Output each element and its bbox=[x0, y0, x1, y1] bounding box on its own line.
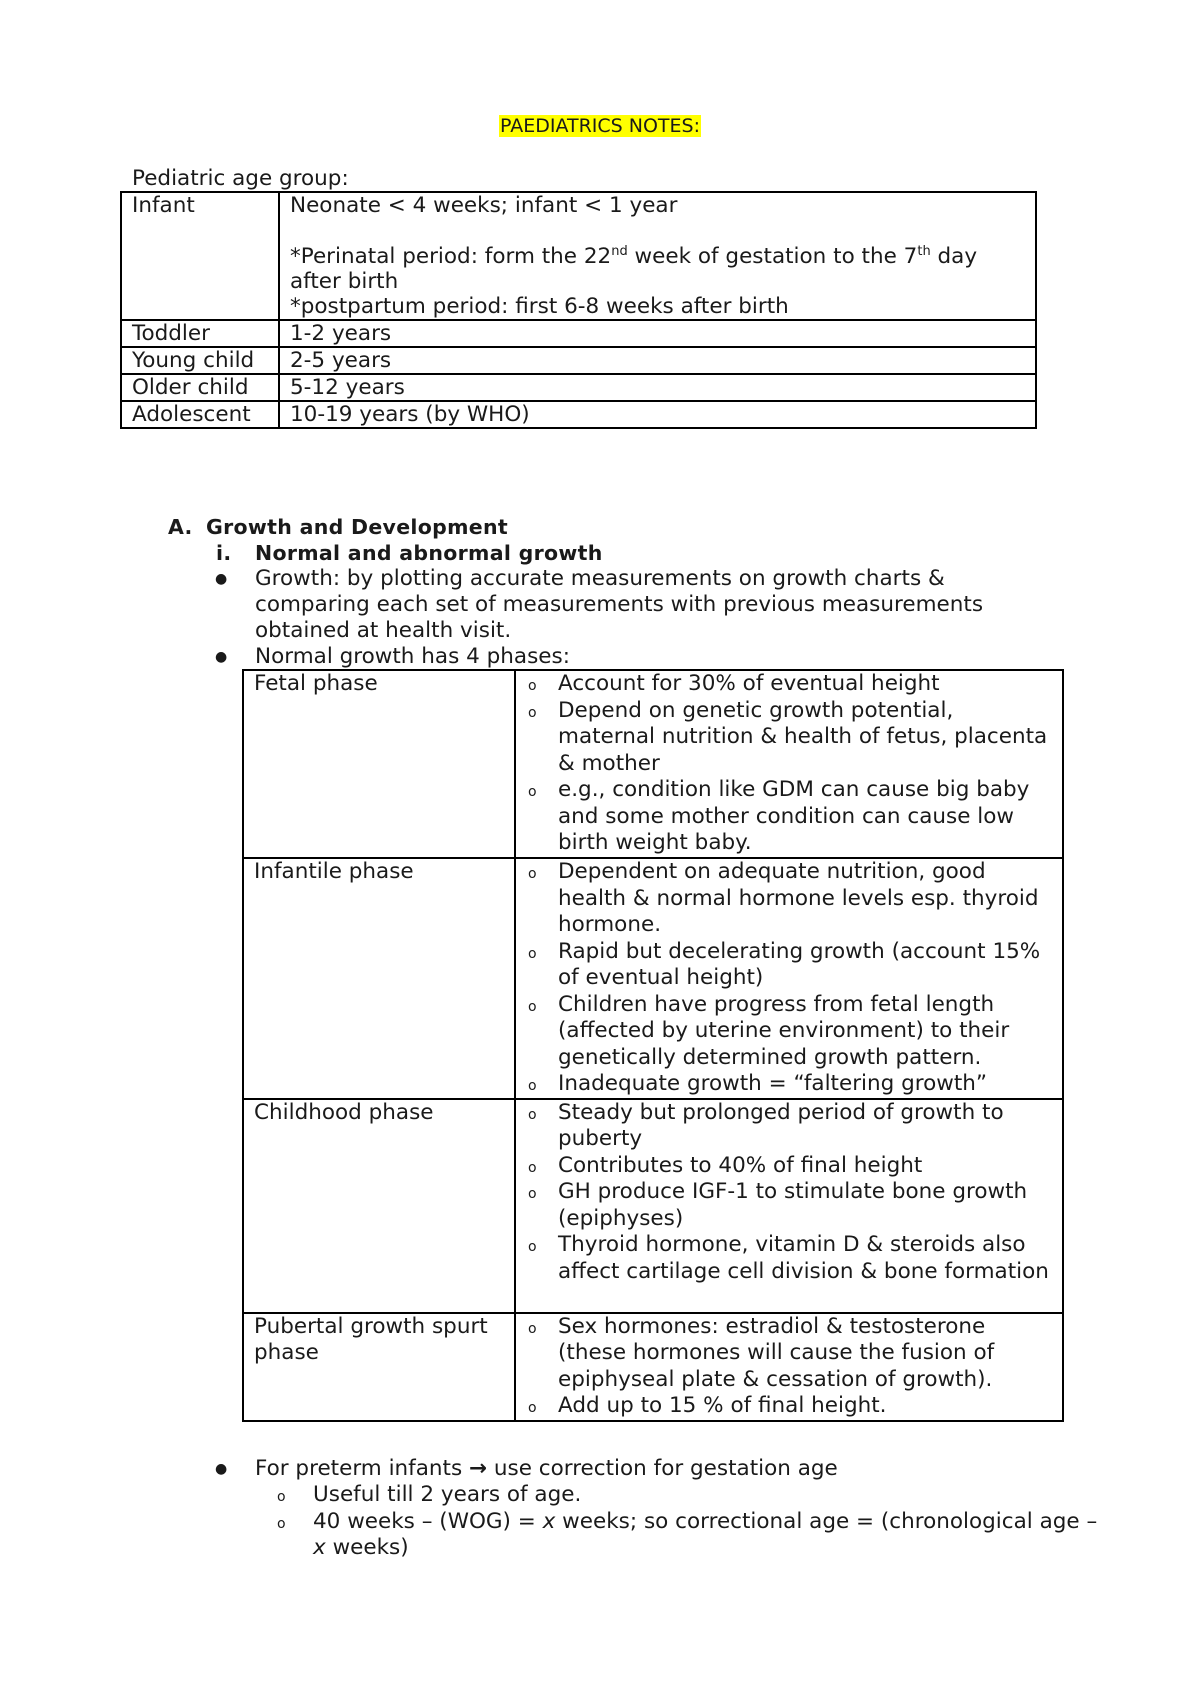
list-item: o Steady but prolonged period of growth to puberty bbox=[516, 1100, 1056, 1153]
list-item: o Account for 30% of eventual height bbox=[516, 671, 1056, 698]
phase-points-cell bbox=[515, 858, 1063, 1099]
age-group-label: Pediatric age group: bbox=[132, 166, 349, 191]
bullet-icon: ● bbox=[215, 649, 228, 665]
phase-points-cell bbox=[515, 1099, 1063, 1313]
age-group-table bbox=[120, 191, 1037, 429]
sub-item-text: 40 weeks – (WOG) = x weeks; so correctional age = (chronological age – x weeks) bbox=[313, 1509, 1098, 1560]
list-item: o Sex hormones: estradiol & testosterone (these hormones will cause the fusion of epiphyseal plate & cessation of growth). bbox=[516, 1314, 1056, 1394]
list-item: o Rapid but decelerating growth (account 15% of eventual height) bbox=[516, 939, 1056, 992]
age-group-cell: Young child bbox=[121, 347, 279, 374]
list-item: o Add up to 15 % of final height. bbox=[516, 1393, 1056, 1420]
list-item: o Children have progress from fetal length (affected by uterine environment) to their genetically determined growth pattern. bbox=[516, 992, 1056, 1072]
perinatal-note: *Perinatal period: form the 22nd week of gestation to the 7th day after birth bbox=[290, 243, 978, 294]
age-desc-cell: 1-2 years bbox=[279, 320, 1036, 347]
age-group-cell: Older child bbox=[121, 374, 279, 401]
phase-name-cell: Pubertal growth spurt phase bbox=[243, 1313, 515, 1421]
postpartum-note: *postpartum period: first 6-8 weeks after birth bbox=[290, 294, 789, 319]
bullet-icon: ● bbox=[215, 571, 228, 587]
bullet-text: Growth: by plotting accurate measurements on growth charts & comparing each set of measurements with previous measurements obtained at health visit. bbox=[255, 566, 984, 643]
list-item: o GH produce IGF-1 to stimulate bone growth (epiphyses) bbox=[516, 1179, 1056, 1232]
list-item: o Inadequate growth = “faltering growth” bbox=[516, 1071, 1056, 1098]
table-row bbox=[243, 858, 1063, 1099]
sub-bullet-icon: o bbox=[277, 1516, 286, 1532]
age-desc-cell: 2-5 years bbox=[279, 347, 1036, 374]
list-item: o Depend on genetic growth potential, maternal nutrition & health of fetus, placenta & mother bbox=[516, 698, 1056, 778]
subsection-heading-i: i. Normal and abnormal growth bbox=[216, 541, 603, 565]
arrow-icon: → bbox=[469, 1456, 488, 1481]
table-row bbox=[121, 192, 1036, 320]
table-row bbox=[121, 347, 1036, 374]
list-item: o e.g., condition like GDM can cause big baby and some mother condition can cause low birth weight baby. bbox=[516, 777, 1056, 857]
phase-name-cell: Infantile phase bbox=[243, 858, 515, 1099]
title-highlight: PAEDIATRICS NOTES: bbox=[499, 115, 701, 137]
bullet-text: Normal growth has 4 phases: bbox=[255, 644, 570, 669]
list-item: o Dependent on adequate nutrition, good health & normal hormone levels esp. thyroid hormone. bbox=[516, 859, 1056, 939]
table-row bbox=[121, 320, 1036, 347]
list-item: o Thyroid hormone, vitamin D & steroids also affect cartilage cell division & bone formation bbox=[516, 1232, 1056, 1285]
age-group-cell: Toddler bbox=[121, 320, 279, 347]
phase-points-cell bbox=[515, 670, 1063, 858]
age-desc-cell: 5-12 years bbox=[279, 374, 1036, 401]
age-desc-cell bbox=[279, 192, 1036, 320]
table-row bbox=[243, 1313, 1063, 1421]
age-desc-cell: 10-19 years (by WHO) bbox=[279, 401, 1036, 428]
section-heading-a: A. Growth and Development bbox=[168, 515, 508, 539]
phase-name-cell: Childhood phase bbox=[243, 1099, 515, 1313]
age-group-cell: Infant bbox=[121, 192, 279, 320]
table-row bbox=[243, 670, 1063, 858]
bullet-icon: ● bbox=[215, 1461, 228, 1477]
document-title bbox=[0, 114, 1200, 138]
table-row bbox=[121, 401, 1036, 428]
bullet-text: For preterm infants → use correction for gestation age bbox=[255, 1456, 838, 1481]
infant-desc: Neonate < 4 weeks; infant < 1 year bbox=[290, 193, 678, 218]
age-group-cell: Adolescent bbox=[121, 401, 279, 428]
phase-name-cell: Fetal phase bbox=[243, 670, 515, 858]
phase-points-cell bbox=[515, 1313, 1063, 1421]
list-item: o Contributes to 40% of final height bbox=[516, 1153, 1056, 1180]
table-row bbox=[243, 1099, 1063, 1313]
table-row bbox=[121, 374, 1036, 401]
sub-bullet-icon: o bbox=[277, 1489, 286, 1505]
sub-item-text: Useful till 2 years of age. bbox=[313, 1482, 582, 1507]
growth-phases-table bbox=[242, 669, 1064, 1422]
